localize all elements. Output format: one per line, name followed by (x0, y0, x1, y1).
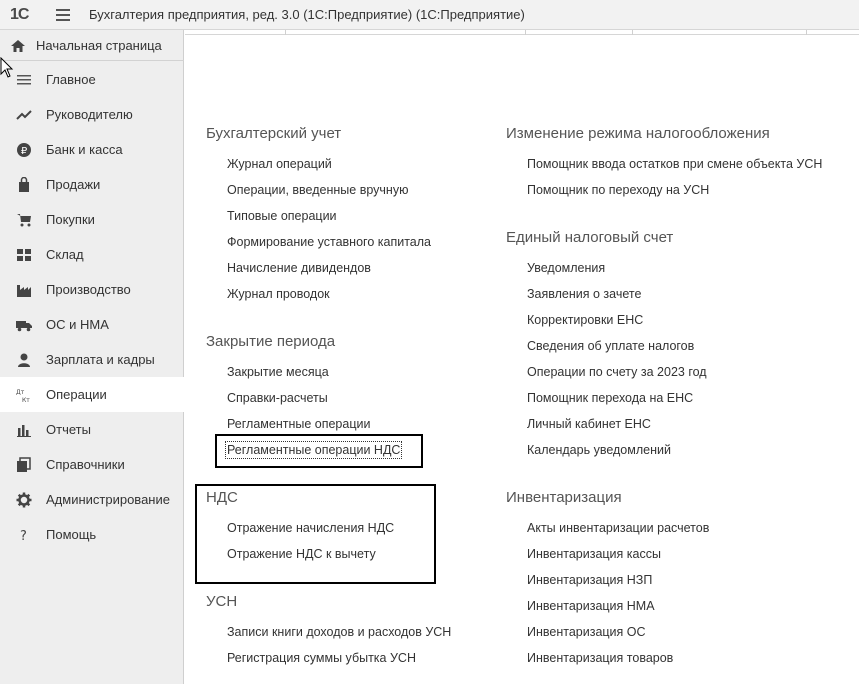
gear-icon (16, 492, 32, 508)
sidebar-item-bank[interactable] (0, 132, 184, 167)
link-operacii-vruchnuyu[interactable]: Операции, введенные вручную (227, 183, 409, 197)
sidebar-item-label: Справочники (46, 457, 125, 472)
sidebar-item-sklad[interactable] (0, 237, 184, 272)
home-icon (10, 39, 26, 53)
sidebar-item-zarplata[interactable] (0, 342, 184, 377)
title-bar (0, 0, 859, 30)
link-reglamentnye-operacii[interactable]: Регламентные операции (227, 417, 371, 431)
person-icon (16, 352, 32, 368)
link-inventarizaciya-tovarov[interactable]: Инвентаризация товаров (527, 651, 674, 665)
link-reglamentnye-operacii-nds[interactable]: Регламентные операции НДС (227, 443, 401, 457)
section-title-nds: НДС (206, 489, 238, 506)
section-title-zakrytie-perioda: Закрытие периода (206, 333, 336, 350)
sidebar-item-label: Администрирование (46, 492, 170, 507)
link-inventarizaciya-nma[interactable]: Инвентаризация НМА (527, 599, 655, 613)
svg-text:Дт: Дт (16, 389, 25, 396)
link-operacii-po-schetu-2023[interactable]: Операции по счету за 2023 год (527, 365, 707, 379)
link-pomoschnik-perehod-usn[interactable]: Помощник по переходу на УСН (527, 183, 710, 197)
dt-kt-icon (16, 387, 32, 403)
sidebar-item-spravochniki[interactable] (0, 447, 184, 482)
sidebar (0, 30, 184, 684)
cart-icon (16, 212, 32, 228)
section-title-inventarizaciya: Инвентаризация (506, 489, 622, 506)
highlight-frame (215, 434, 423, 468)
tab-strip (185, 30, 859, 35)
trend-icon (16, 107, 32, 123)
sidebar-item-operacii[interactable] (0, 377, 184, 412)
sidebar-item-label: ОС и НМА (46, 317, 109, 332)
link-spravki-raschety[interactable]: Справки-расчеты (227, 391, 328, 405)
section-title-usn: УСН (206, 593, 238, 610)
link-akty-inventarizacii[interactable]: Акты инвентаризации расчетов (527, 521, 710, 535)
truck-icon (16, 317, 32, 333)
link-pomoschnik-vvoda-ostatkov[interactable]: Помощник ввода остатков при смене объекта УСН (527, 157, 823, 171)
link-otrazhenie-nds-k-vychetu[interactable]: Отражение НДС к вычету (227, 547, 376, 561)
app-logo: 1С (10, 6, 29, 23)
menu-lines-icon (16, 72, 32, 88)
link-inventarizaciya-kassy[interactable]: Инвентаризация кассы (527, 547, 661, 561)
sidebar-item-otchety[interactable] (0, 412, 184, 447)
section-title-izmenenie-rezhima: Изменение режима налогообложения (506, 125, 770, 142)
sidebar-item-prodazhi[interactable] (0, 167, 184, 202)
link-zakrytie-mesyaca[interactable]: Закрытие месяца (227, 365, 329, 379)
link-dividendy[interactable]: Начисление дивидендов (227, 261, 371, 275)
link-tipovye-operacii[interactable]: Типовые операции (227, 209, 337, 223)
sidebar-item-label: Покупки (46, 212, 95, 227)
sidebar-item-label: Отчеты (46, 422, 91, 437)
bag-icon (16, 177, 32, 193)
question-icon (16, 527, 32, 543)
sidebar-item-label: Руководителю (46, 107, 133, 122)
sidebar-item-label: Главное (46, 72, 96, 87)
sidebar-item-label: Производство (46, 282, 131, 297)
sidebar-item-label: Зарплата и кадры (46, 352, 155, 367)
link-summa-ubytka-usn[interactable]: Регистрация суммы убытка УСН (227, 651, 416, 665)
sidebar-item-administrirovanie[interactable] (0, 482, 184, 517)
sidebar-item-os-nma[interactable] (0, 307, 184, 342)
window-title: Бухгалтерия предприятия, ред. 3.0 (1С:Предприятие) (1С:Предприятие) (89, 7, 525, 22)
mouse-cursor-icon (0, 57, 14, 79)
sidebar-item-rukovoditelyu[interactable] (0, 97, 184, 132)
link-uvedomleniya[interactable]: Уведомления (527, 261, 606, 275)
section-title-ens: Единый налоговый счет (506, 229, 674, 246)
link-inventarizaciya-nzp[interactable]: Инвентаризация НЗП (527, 573, 653, 587)
link-zayavleniya-o-zachete[interactable]: Заявления о зачете (527, 287, 642, 301)
sidebar-item-pokupki[interactable] (0, 202, 184, 237)
sidebar-item-pomosch[interactable] (0, 517, 184, 552)
link-kalendar-uvedomleniy[interactable]: Календарь уведомлений (527, 443, 671, 457)
bar-chart-icon (16, 422, 32, 438)
link-kniga-dohodov-rashodov[interactable]: Записи книги доходов и расходов УСН (227, 625, 452, 639)
main-menu-icon[interactable] (56, 9, 70, 21)
link-svedeniya-ob-uplate[interactable]: Сведения об уплате налогов (527, 339, 695, 353)
factory-icon (16, 282, 32, 298)
sidebar-item-label: Банк и касса (46, 142, 123, 157)
link-lichnyy-kabinet-ens[interactable]: Личный кабинет ЕНС (527, 417, 651, 431)
sidebar-home[interactable] (0, 30, 184, 61)
sidebar-item-label: Операции (46, 387, 107, 402)
warehouse-icon (16, 247, 32, 263)
sidebar-item-proizvodstvo[interactable] (0, 272, 184, 307)
svg-text:₽: ₽ (20, 146, 28, 157)
link-korrektirovki-ens[interactable]: Корректировки ЕНС (527, 313, 644, 327)
sidebar-item-label: Склад (46, 247, 84, 262)
link-inventarizaciya-os[interactable]: Инвентаризация ОС (527, 625, 646, 639)
svg-text:?: ? (20, 529, 27, 543)
link-otrazhenie-nachisleniya-nds[interactable]: Отражение начисления НДС (227, 521, 395, 535)
link-zhurnal-operaciy[interactable]: Журнал операций (227, 157, 332, 171)
sidebar-item-glavnoe[interactable] (0, 62, 184, 97)
ruble-icon (16, 142, 32, 158)
section-title-buh-uchet: Бухгалтерский учет (206, 125, 342, 142)
link-zhurnal-provodok[interactable]: Журнал проводок (227, 287, 330, 301)
link-ustavnoy-kapital[interactable]: Формирование уставного капитала (227, 235, 431, 249)
sidebar-item-label: Продажи (46, 177, 101, 192)
link-pomoschnik-perehoda-ens[interactable]: Помощник перехода на ЕНС (527, 391, 694, 405)
books-icon (16, 457, 32, 473)
sidebar-home-label: Начальная страница (36, 38, 162, 53)
svg-text:Кт: Кт (22, 397, 30, 403)
sidebar-item-label: Помощь (46, 527, 97, 542)
